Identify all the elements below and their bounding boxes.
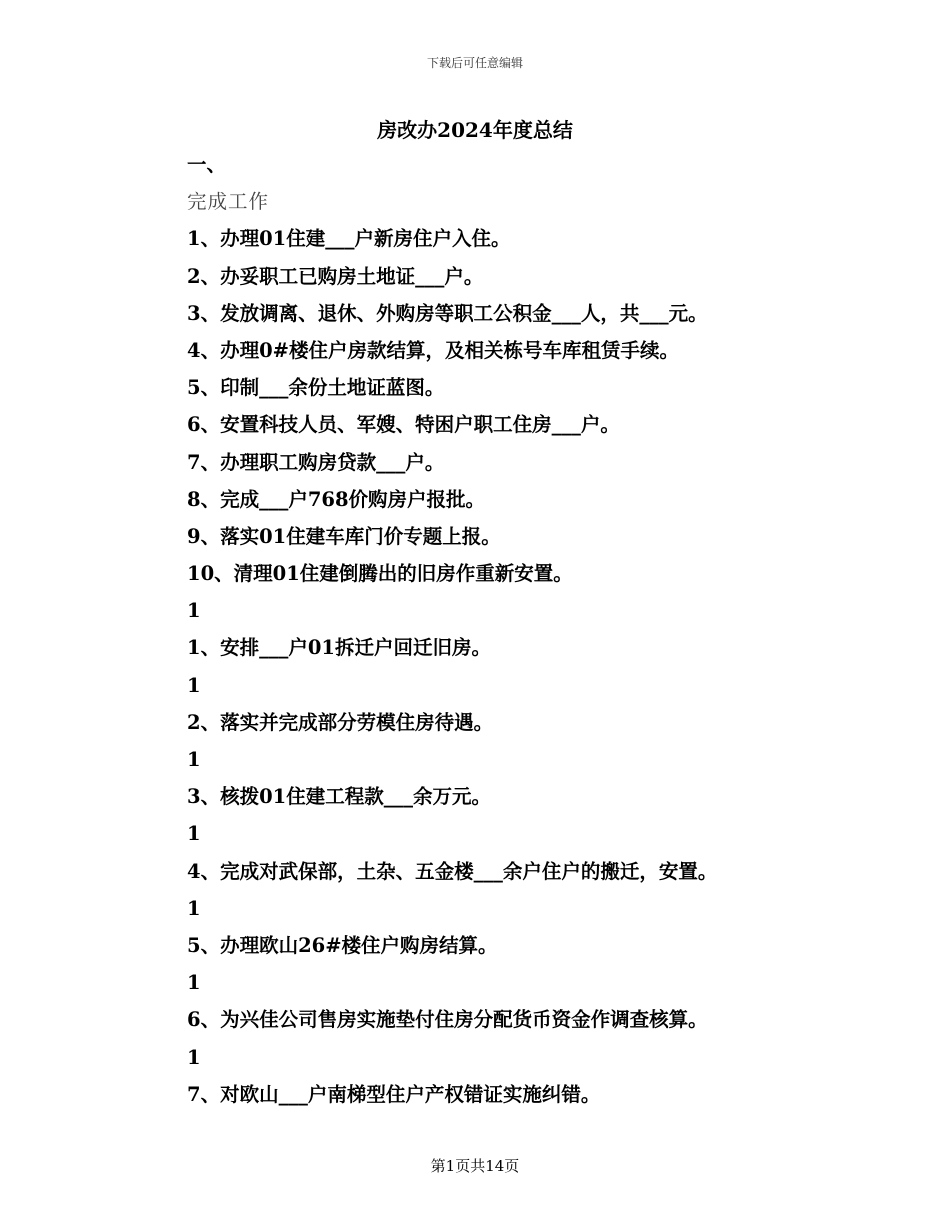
document-line: 2、落实并完成部分劳模住房待遇。	[187, 710, 494, 734]
document-line: 10、清理01住建倒腾出的旧房作重新安置。	[187, 562, 573, 586]
document-body	[187, 146, 807, 1113]
document-line: 1、办理01住建___户新房住户入住。	[187, 227, 511, 251]
document-line: 6、为兴佳公司售房实施垫付住房分配货币资金作调查核算。	[187, 1008, 708, 1032]
document-line: 3、发放调离、退休、外购房等职工公积金___人，共___元。	[187, 301, 708, 325]
document-line: 1	[187, 1045, 201, 1069]
document-line: 6、安置科技人员、军嫂、特困户职工住房___户。	[187, 413, 620, 437]
document-line: 1	[187, 673, 201, 697]
document-line: 5、印制___余份土地证蓝图。	[187, 376, 445, 400]
document-line: 1、安排___户01拆迁户回迁旧房。	[187, 636, 491, 660]
document-line: 9、落实01住建车库门价专题上报。	[187, 524, 501, 548]
document-line: 4、完成对武保部，土杂、五金楼___余户住户的搬迁，安置。	[187, 859, 718, 883]
document-title: 房改办2024年度总结	[377, 118, 573, 142]
section-heading: 完成工作	[187, 190, 270, 214]
document-line: 一、	[187, 153, 227, 176]
document-line: 3、核拨01住建工程款___余万元。	[187, 785, 491, 809]
document-line: 7、办理职工购房贷款___户。	[187, 450, 445, 474]
document-line: 1	[187, 971, 201, 995]
document-line: 2、办妥职工已购房土地证___户。	[187, 264, 484, 288]
document-line: 1	[187, 748, 201, 771]
document-line: 7、对欧山___户南梯型住户产权错证实施纠错。	[187, 1082, 601, 1106]
document-line: 1	[187, 599, 201, 623]
document-line: 8、完成___户768价购房户报批。	[187, 487, 486, 511]
download-note: 下载后可任意编辑	[426, 56, 523, 70]
document-line: 1	[187, 822, 201, 846]
page-footer: 第1页共14页	[430, 1157, 520, 1175]
document-line: 1	[187, 896, 201, 920]
document-line: 5、办理欧山26#楼住户购房结算。	[187, 933, 498, 957]
document-line: 4、办理0#楼住户房款结算，及相关栋号车库租赁手续。	[187, 338, 679, 362]
